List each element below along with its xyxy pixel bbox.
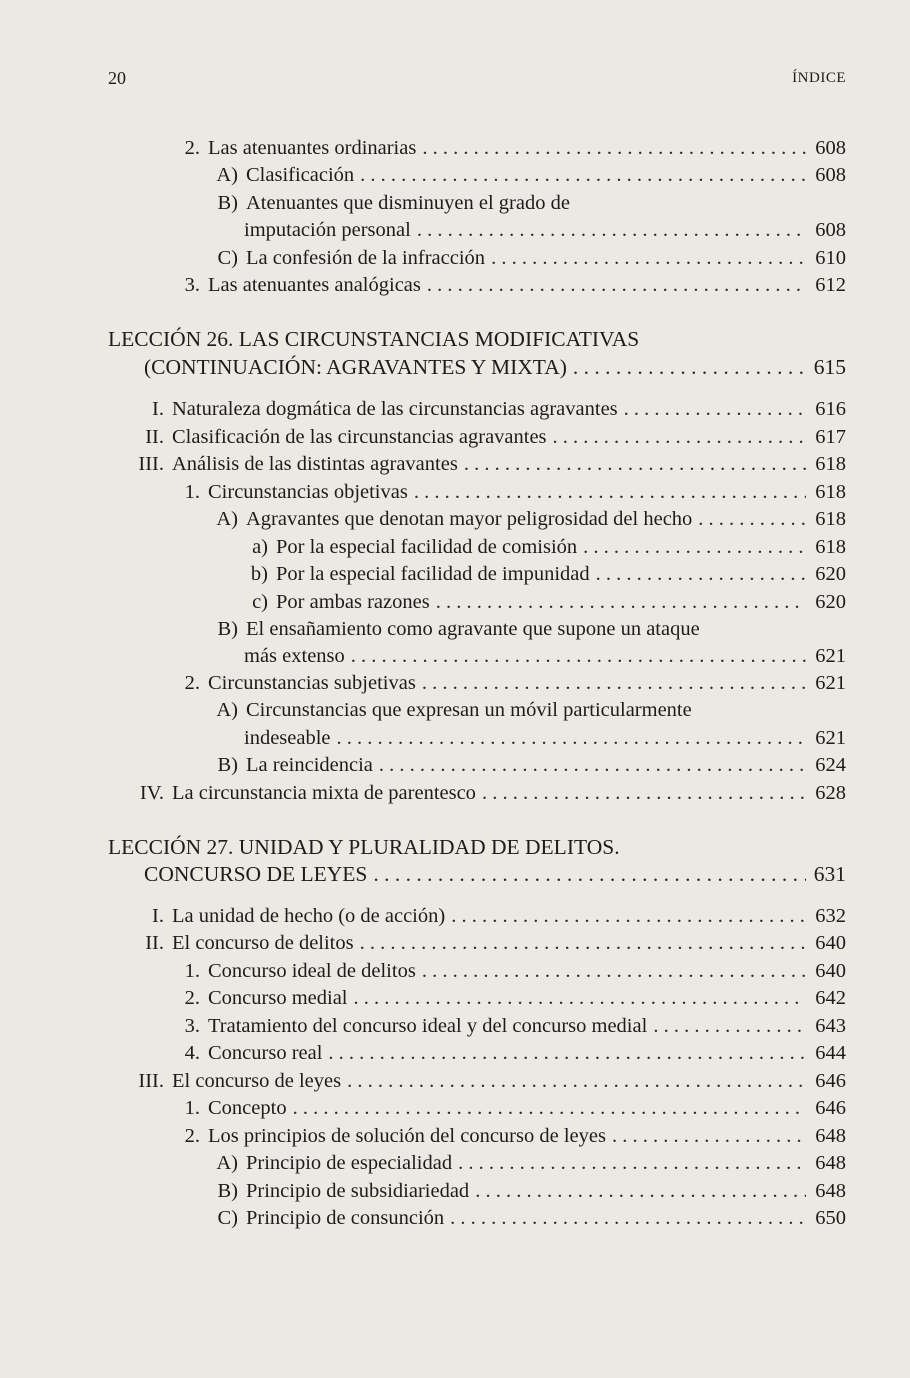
toc-entry bbox=[244, 217, 846, 243]
page-ref: 618 bbox=[815, 481, 846, 503]
toc-entry bbox=[228, 561, 846, 587]
entry-number: B) bbox=[217, 192, 238, 214]
dot-leader bbox=[293, 1095, 806, 1121]
page-ref: 650 bbox=[815, 1207, 846, 1229]
toc-entry bbox=[160, 1095, 846, 1121]
dot-leader bbox=[450, 1205, 806, 1231]
entry-title: Atenuantes que disminuyen el grado de bbox=[246, 192, 570, 214]
toc-entry bbox=[160, 958, 846, 984]
page-ref: 621 bbox=[815, 672, 846, 694]
toc-entry bbox=[198, 1205, 846, 1231]
entry-number: b) bbox=[250, 563, 268, 585]
entry-title: El ensañamiento como agravante que supone un ataque bbox=[246, 618, 700, 640]
entry-number: A) bbox=[216, 164, 238, 186]
page-ref: 646 bbox=[815, 1070, 846, 1092]
entry-number: 4. bbox=[184, 1042, 200, 1064]
page-ref: 612 bbox=[815, 274, 846, 296]
dot-leader bbox=[337, 725, 806, 751]
toc-entry bbox=[124, 780, 846, 806]
entry-number: I. bbox=[152, 398, 164, 420]
dot-leader bbox=[553, 424, 806, 450]
page-ref: 616 bbox=[815, 398, 846, 420]
entry-title: Concepto bbox=[208, 1097, 287, 1119]
page-ref: 648 bbox=[815, 1152, 846, 1174]
dot-leader bbox=[573, 354, 806, 380]
dot-leader bbox=[583, 534, 806, 560]
entry-title-continued: más extenso bbox=[244, 645, 345, 667]
entry-title: Clasificación de las circunstancias agravantes bbox=[172, 426, 547, 448]
dot-leader bbox=[436, 589, 806, 615]
entry-title: El concurso de delitos bbox=[172, 932, 354, 954]
entry-title: Tratamiento del concurso ideal y del concurso medial bbox=[208, 1015, 648, 1037]
page-ref: 618 bbox=[815, 453, 846, 475]
page-ref: 624 bbox=[815, 754, 846, 776]
dot-leader bbox=[427, 272, 806, 298]
toc-entry bbox=[160, 670, 846, 696]
toc-entry bbox=[124, 424, 846, 450]
toc-entry bbox=[198, 1150, 846, 1176]
toc-entry bbox=[124, 903, 846, 929]
toc-entry bbox=[124, 396, 846, 422]
dot-leader bbox=[612, 1123, 806, 1149]
dot-leader bbox=[422, 135, 806, 161]
entry-title: Las atenuantes analógicas bbox=[208, 274, 421, 296]
lesson-heading: LECCIÓN 27. UNIDAD Y PLURALIDAD DE DELITOS. bbox=[108, 835, 620, 859]
entry-number: a) bbox=[252, 536, 268, 558]
toc-entry bbox=[160, 1013, 846, 1039]
toc-entry bbox=[160, 985, 846, 1011]
entry-title: Principio de consunción bbox=[246, 1207, 445, 1229]
toc-entry bbox=[198, 162, 846, 188]
entry-number: IV. bbox=[139, 782, 164, 804]
entry-number: c) bbox=[252, 591, 268, 613]
entry-number: C) bbox=[217, 1207, 238, 1229]
dot-leader bbox=[624, 396, 806, 422]
page-ref: 618 bbox=[815, 536, 846, 558]
toc-entry bbox=[160, 1123, 846, 1149]
page-ref: 648 bbox=[815, 1125, 846, 1147]
dot-leader bbox=[458, 1150, 806, 1176]
page-ref: 617 bbox=[815, 426, 846, 448]
entry-title: Principio de especialidad bbox=[246, 1152, 453, 1174]
entry-number: 2. bbox=[184, 137, 200, 159]
page-ref: 640 bbox=[815, 960, 846, 982]
page-ref: 632 bbox=[815, 905, 846, 927]
dot-leader bbox=[451, 903, 806, 929]
page-ref: 608 bbox=[815, 164, 846, 186]
entry-number: 1. bbox=[184, 1097, 200, 1119]
toc-entry-line bbox=[144, 354, 846, 380]
page-ref: 608 bbox=[815, 137, 846, 159]
dot-leader bbox=[354, 985, 807, 1011]
page-ref: 621 bbox=[815, 727, 846, 749]
entry-title: Clasificación bbox=[246, 164, 355, 186]
entry-number: 2. bbox=[184, 1125, 200, 1147]
dot-leader bbox=[414, 479, 806, 505]
dot-leader bbox=[596, 561, 806, 587]
toc-entry bbox=[160, 272, 846, 298]
entry-title: La reincidencia bbox=[246, 754, 373, 776]
toc-entry bbox=[160, 479, 846, 505]
page-ref: 628 bbox=[815, 782, 846, 804]
toc-entry bbox=[124, 1068, 846, 1094]
entry-title: Circunstancias objetivas bbox=[208, 481, 408, 503]
dot-leader bbox=[347, 1068, 806, 1094]
page-ref: 643 bbox=[815, 1015, 846, 1037]
page-ref: 610 bbox=[815, 247, 846, 269]
entry-number: 1. bbox=[184, 481, 200, 503]
entry-number: 3. bbox=[184, 1015, 200, 1037]
page-ref: 648 bbox=[815, 1180, 846, 1202]
entry-number: 2. bbox=[184, 672, 200, 694]
entry-title: Agravantes que denotan mayor peligrosidad del hecho bbox=[246, 508, 693, 530]
entry-title: Análisis de las distintas agravantes bbox=[172, 453, 458, 475]
page-ref: 620 bbox=[815, 563, 846, 585]
toc-entry bbox=[228, 534, 846, 560]
page-header bbox=[108, 68, 846, 96]
dot-leader bbox=[417, 217, 806, 243]
page-ref: 642 bbox=[815, 987, 846, 1009]
entry-number: A) bbox=[216, 699, 238, 721]
entry-title: Naturaleza dogmática de las circunstancias agravantes bbox=[172, 398, 618, 420]
entry-number: A) bbox=[216, 1152, 238, 1174]
entry-number: 1. bbox=[184, 960, 200, 982]
dot-leader bbox=[328, 1040, 806, 1066]
page-ref: 631 bbox=[813, 862, 846, 886]
toc-entry-first-line bbox=[198, 616, 700, 642]
dot-leader bbox=[422, 958, 806, 984]
entry-number: B) bbox=[217, 1180, 238, 1202]
entry-title: La circunstancia mixta de parentesco bbox=[172, 782, 476, 804]
entry-title: Circunstancias que expresan un móvil particularmente bbox=[246, 699, 692, 721]
dot-leader bbox=[351, 643, 806, 669]
entry-title: Los principios de solución del concurso de leyes bbox=[208, 1125, 606, 1147]
page-number: 20 bbox=[108, 68, 126, 88]
lesson-heading-continued: CONCURSO DE LEYES bbox=[144, 862, 368, 886]
entry-title: Principio de subsidiariedad bbox=[246, 1180, 470, 1202]
toc-entry bbox=[124, 930, 846, 956]
dot-leader bbox=[475, 1178, 806, 1204]
entry-title: Concurso ideal de delitos bbox=[208, 960, 416, 982]
entry-number: C) bbox=[217, 247, 238, 269]
entry-title: Las atenuantes ordinarias bbox=[208, 137, 417, 159]
entry-title: Concurso medial bbox=[208, 987, 348, 1009]
toc-entry bbox=[198, 752, 846, 778]
page-ref: 640 bbox=[815, 932, 846, 954]
entry-title: Por ambas razones bbox=[276, 591, 430, 613]
toc-entry bbox=[244, 643, 846, 669]
toc-entry bbox=[160, 1040, 846, 1066]
entry-number: II. bbox=[145, 426, 164, 448]
toc-entry bbox=[244, 725, 846, 751]
toc-entry bbox=[198, 506, 846, 532]
page-ref: 608 bbox=[815, 219, 846, 241]
page-ref: 618 bbox=[815, 508, 846, 530]
dot-leader bbox=[653, 1013, 806, 1039]
page-ref: 620 bbox=[815, 591, 846, 613]
toc-entry bbox=[198, 245, 846, 271]
toc-entry-first-line bbox=[198, 190, 570, 216]
entry-title: Circunstancias subjetivas bbox=[208, 672, 416, 694]
entry-title-continued: imputación personal bbox=[244, 219, 411, 241]
toc-entry-first-line bbox=[198, 697, 692, 723]
dot-leader bbox=[373, 861, 806, 887]
dot-leader bbox=[360, 162, 806, 188]
dot-leader bbox=[464, 451, 806, 477]
entry-title: Concurso real bbox=[208, 1042, 323, 1064]
dot-leader bbox=[698, 506, 806, 532]
entry-title: Por la especial facilidad de comisión bbox=[276, 536, 578, 558]
toc-entry bbox=[198, 1178, 846, 1204]
entry-number: B) bbox=[217, 754, 238, 776]
toc-entry-line bbox=[144, 861, 846, 887]
toc-entry bbox=[124, 451, 846, 477]
running-head: ÍNDICE bbox=[792, 70, 846, 86]
entry-number: I. bbox=[152, 905, 164, 927]
entry-number: B) bbox=[217, 618, 238, 640]
dot-leader bbox=[379, 752, 806, 778]
dot-leader bbox=[422, 670, 806, 696]
page-ref: 621 bbox=[815, 645, 846, 667]
page-ref: 646 bbox=[815, 1097, 846, 1119]
entry-title: El concurso de leyes bbox=[172, 1070, 342, 1092]
lesson-heading-continued: (CONTINUACIÓN: AGRAVANTES Y MIXTA) bbox=[144, 355, 567, 379]
toc-entry bbox=[228, 589, 846, 615]
lesson-heading: LECCIÓN 26. LAS CIRCUNSTANCIAS MODIFICATIVAS bbox=[108, 327, 640, 351]
entry-number: II. bbox=[145, 932, 164, 954]
dot-leader bbox=[360, 930, 806, 956]
page-ref: 615 bbox=[813, 355, 846, 379]
entry-title: Por la especial facilidad de impunidad bbox=[276, 563, 590, 585]
toc-entry bbox=[160, 135, 846, 161]
dot-leader bbox=[482, 780, 806, 806]
entry-title: La confesión de la infracción bbox=[246, 247, 486, 269]
entry-number: 3. bbox=[184, 274, 200, 296]
entry-number: A) bbox=[216, 508, 238, 530]
entry-title: La unidad de hecho (o de acción) bbox=[172, 905, 446, 927]
entry-number: III. bbox=[138, 1070, 164, 1092]
entry-title-continued: indeseable bbox=[244, 727, 331, 749]
entry-number: III. bbox=[138, 453, 164, 475]
entry-number: 2. bbox=[184, 987, 200, 1009]
page-ref: 644 bbox=[815, 1042, 846, 1064]
dot-leader bbox=[491, 245, 806, 271]
